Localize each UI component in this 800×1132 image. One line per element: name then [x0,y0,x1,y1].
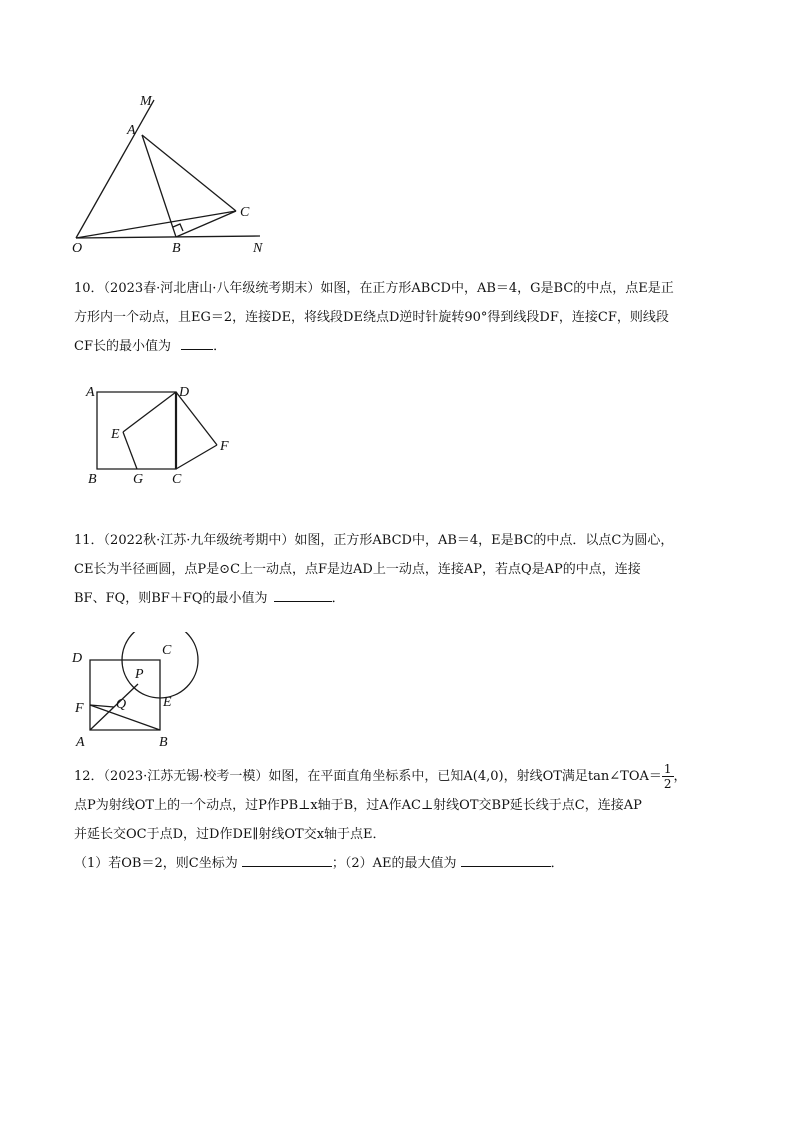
q12-line-1 [74,762,734,791]
label-B: B [159,735,168,750]
q10-line-2: 方形内一个动点，且EG＝2，连接DE，将线段DE绕点D逆时针旋转90°得到线段DF，连接CF，则线段 [74,310,669,325]
label-G: G [133,472,144,487]
figure-q11 [68,632,218,752]
fraction-numerator: 1 [663,762,672,776]
q12-line-4-end: ． [550,856,564,871]
q10-line-3 [74,332,734,361]
q11-line-3 [74,584,734,613]
q10-line-3-end: ． [213,339,227,354]
label-C: C [240,205,250,220]
segment-OC [76,211,236,238]
q12-line-1-text: 12．（2023·江苏无锡·校考一模）如图，在平面直角坐标系中，已知A(4,0)，射线OT满足tan∠TOA＝ [74,769,662,784]
label-C: C [172,472,182,487]
question-10 [74,274,734,361]
question-11 [74,526,734,613]
q12-answer-blank-2[interactable] [461,865,551,867]
q12-line-4-part-2: ；（2）AE的最大值为 [331,856,457,871]
question-12 [74,762,734,878]
q12-line-3: 并延长交OC于点D，过D作DE∥射线OT交x轴于点E． [74,827,386,842]
segment-BC [176,211,236,237]
q12-line-1-end: ， [673,769,687,784]
q10-line-3-text: CF长的最小值为 [74,339,171,354]
segment-AC [142,135,236,211]
label-N: N [253,241,263,256]
label-E: E [163,695,172,710]
label-B: B [88,472,97,487]
q12-line-4-part-1: （1）若OB＝2，则C坐标为 [74,856,238,871]
fraction-denominator: 2 [663,777,672,791]
label-B: B [172,241,181,256]
fraction-one-half [662,762,674,791]
label-Q: Q [116,697,127,712]
label-O: O [72,241,83,256]
q10-answer-blank[interactable] [181,348,213,350]
label-P: P [135,667,144,682]
ray-OM [76,100,154,238]
q11-line-3-text: BF、FQ，则BF＋FQ的最小值为 [74,591,268,606]
figure-q10 [80,380,240,490]
q11-answer-blank[interactable] [274,600,332,602]
q11-line-1: 11．（2022秋·江苏·九年级统考期中）如图，正方形ABCD中，AB＝4，E是BC的中点．以点C为圆心， [74,533,674,548]
label-D: D [179,385,190,400]
q11-line-2: CE长为半径画圆，点P是⊙C上一动点，点F是边AD上一动点，连接AP，若点Q是AP的中点，连接 [74,562,641,577]
label-F: F [75,701,84,716]
label-M: M [140,94,152,109]
label-A: A [76,735,85,750]
q12-answer-blank-1[interactable] [242,865,332,867]
segment-EG [123,432,137,469]
square-ABCD [97,392,176,469]
label-A: A [127,123,136,138]
label-A: A [86,385,95,400]
q11-line-3-end: ． [331,591,345,606]
q12-line-2: 点P为射线OT上的一个动点，过P作PB⊥x轴于B，过A作AC⊥射线OT交BP延长线于点C，连接AP [74,798,642,813]
label-E: E [111,427,120,442]
q10-line-1: 10．（2023春·河北唐山·八年级统考期末）如图，在正方形ABCD中，AB＝4，G是BC的中点，点E是正 [74,281,674,296]
q12-line-4 [74,849,734,878]
segment-CF [176,445,217,469]
label-C: C [162,643,172,658]
segment-DE [123,392,176,432]
label-D: D [72,651,83,666]
ray-ON [76,236,260,238]
right-angle-mark [173,224,183,231]
label-F: F [220,439,229,454]
figure-q9 [60,90,280,260]
